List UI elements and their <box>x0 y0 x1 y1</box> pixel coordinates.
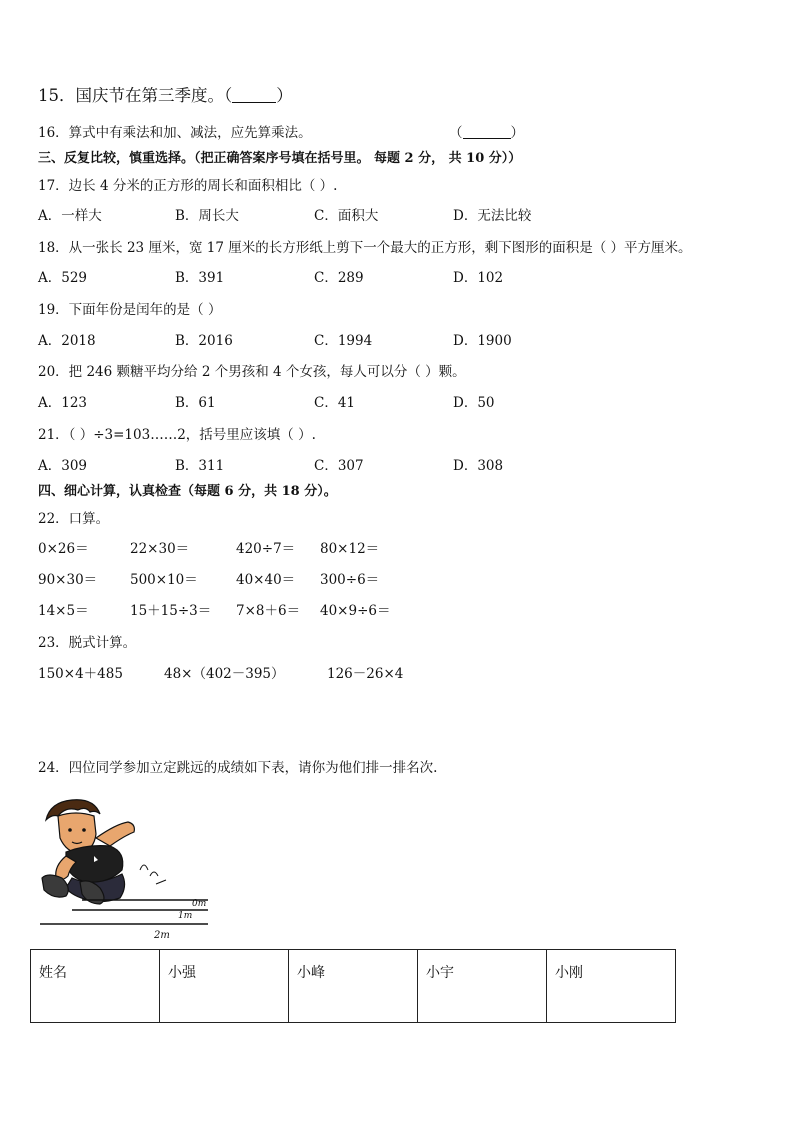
mental-calc-item: 80×12＝ <box>320 541 380 557</box>
q20-option-c[interactable]: C．41 <box>314 395 356 411</box>
q17-option-a[interactable]: A．一样大 <box>38 208 102 224</box>
question-23-text: 23．脱式计算。 <box>38 635 137 651</box>
mental-calc-item: 15＋15÷3＝ <box>130 603 212 619</box>
table-row <box>31 950 676 1023</box>
distance-label-0m: 0m <box>192 899 207 909</box>
distance-label-2m: 2m <box>154 930 170 941</box>
q18-option-a[interactable]: A．529 <box>38 270 88 286</box>
q18-option-c[interactable]: C．289 <box>314 270 364 286</box>
question-20-text: 20．把 246 颗糖平均分给 2 个男孩和 4 个女孩，每人可以分（ ）颗。 <box>38 364 466 380</box>
question-24-text: 24．四位同学参加立定跳远的成绩如下表，请你为他们排一排名次. <box>38 760 438 776</box>
q17-option-c[interactable]: C．面积大 <box>314 208 379 224</box>
question-16-answer <box>449 124 524 142</box>
mental-calc-item: 14×5＝ <box>38 603 89 619</box>
stepwise-calc-item: 126－26×4 <box>327 666 404 682</box>
mental-calc-item: 7×8＋6＝ <box>236 603 301 619</box>
q19-option-c[interactable]: C．1994 <box>314 333 373 349</box>
mental-calc-item: 22×30＝ <box>130 541 190 557</box>
table-cell-student: 小刚 <box>547 950 676 1023</box>
q21-option-b[interactable]: B．311 <box>175 458 225 474</box>
mental-calc-item: 0×26＝ <box>38 541 89 557</box>
q21-option-c[interactable]: C．307 <box>314 458 364 474</box>
mental-calc-item: 90×30＝ <box>38 572 98 588</box>
question-15 <box>38 87 293 105</box>
q21-option-d[interactable]: D．308 <box>453 458 504 474</box>
section-4-heading: 四、细心计算，认真检查（每题 6 分，共 18 分）。 <box>38 484 337 499</box>
q20-option-a[interactable]: A．123 <box>38 395 88 411</box>
paren-close: ） <box>510 125 524 141</box>
stepwise-calc-item: 48×（402－395） <box>164 666 285 682</box>
q21-option-a[interactable]: A．309 <box>38 458 88 474</box>
q20-option-d[interactable]: D．50 <box>453 395 495 411</box>
question-22-text: 22．口算。 <box>38 511 110 527</box>
q18-option-b[interactable]: B．391 <box>175 270 225 286</box>
answer-blank[interactable] <box>232 88 276 103</box>
q19-option-d[interactable]: D．1900 <box>453 333 512 349</box>
answer-blank[interactable] <box>463 124 511 139</box>
mental-calc-item: 300÷6＝ <box>320 572 380 588</box>
mental-calc-item: 420÷7＝ <box>236 541 296 557</box>
q17-option-d[interactable]: D．无法比较 <box>453 208 532 224</box>
paren-open: （ <box>449 125 463 141</box>
paren-close: ） <box>276 86 293 105</box>
q18-option-d[interactable]: D．102 <box>453 270 504 286</box>
mental-calc-item: 40×40＝ <box>236 572 296 588</box>
question-21-text: 21．（ ）÷3=103……2，括号里应该填（ ）. <box>38 427 316 443</box>
mental-calc-item: 500×10＝ <box>130 572 198 588</box>
jump-results-table <box>30 949 676 1023</box>
section-3-heading: 三、反复比较，慎重选择。（把正确答案序号填在括号里。 每题 2 分， 共 10 分）） <box>38 151 522 166</box>
question-17-text: 17．边长 4 分米的正方形的周长和面积相比（ ）. <box>38 178 338 194</box>
q19-option-b[interactable]: B．2016 <box>175 333 233 349</box>
distance-label-1m: 1m <box>178 911 193 921</box>
table-cell-student: 小强 <box>160 950 289 1023</box>
table-cell-student: 小宇 <box>418 950 547 1023</box>
mental-calc-item: 40×9÷6＝ <box>320 603 391 619</box>
long-jump-illustration <box>36 792 216 942</box>
table-cell-name-header: 姓名 <box>31 950 160 1023</box>
q19-option-a[interactable]: A．2018 <box>38 333 96 349</box>
question-16-text: 16．算式中有乘法和加、减法，应先算乘法。 <box>38 125 312 141</box>
q20-option-b[interactable]: B．61 <box>175 395 216 411</box>
question-16 <box>38 124 312 142</box>
table-cell-student: 小峰 <box>289 950 418 1023</box>
stepwise-calc-item: 150×4＋485 <box>38 666 123 682</box>
q17-option-b[interactable]: B．周长大 <box>175 208 239 224</box>
paren-open: （ <box>224 86 233 105</box>
question-18-text: 18．从一张长 23 厘米，宽 17 厘米的长方形纸上剪下一个最大的正方形，剩下图形的面积是（ ）平方厘米。 <box>38 240 692 256</box>
question-15-text: 15．国庆节在第三季度。 <box>38 86 224 105</box>
question-19-text: 19．下面年份是闰年的是（ ） <box>38 302 222 318</box>
